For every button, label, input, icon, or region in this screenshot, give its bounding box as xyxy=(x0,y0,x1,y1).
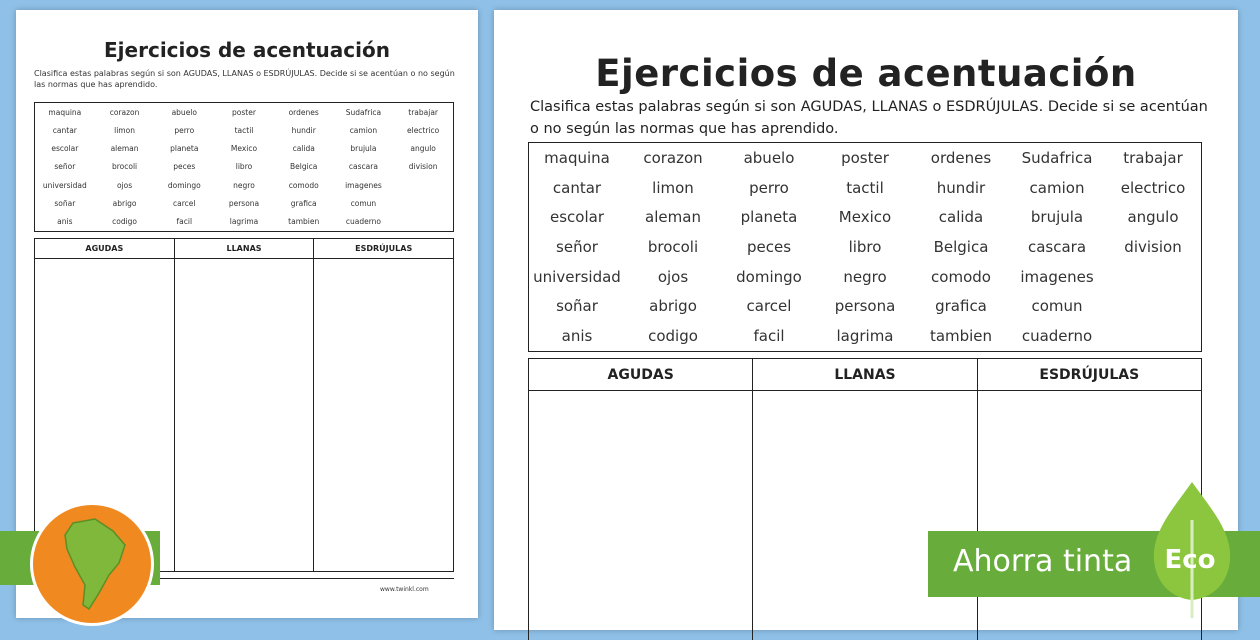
word-item: carcel xyxy=(173,199,196,209)
word-item: negro xyxy=(233,180,255,190)
word-item: cantar xyxy=(552,178,602,197)
word-item: abrigo xyxy=(649,297,697,316)
word-item: hundir xyxy=(291,125,316,135)
word-item: negro xyxy=(843,267,887,286)
word-item: ojos xyxy=(657,267,689,286)
word-item: abuelo xyxy=(743,148,795,167)
word-item: tactil xyxy=(846,178,884,197)
thumb-word-box xyxy=(34,102,454,232)
word-item: anis xyxy=(57,217,73,227)
col-llanas xyxy=(753,359,977,640)
word-item xyxy=(1105,297,1201,315)
word-item: soñar xyxy=(54,199,76,209)
word-item: camion xyxy=(349,125,378,135)
word-item: perro xyxy=(174,125,195,135)
word-item: ordenes xyxy=(288,107,319,117)
word-item xyxy=(393,181,453,190)
word-item: facil xyxy=(176,217,193,227)
word-item: ojos xyxy=(116,180,133,190)
word-item: hundir xyxy=(936,178,986,197)
word-item: aleman xyxy=(645,208,701,227)
word-item: codigo xyxy=(648,327,698,346)
thumb-word-grid xyxy=(35,103,453,231)
word-item: division xyxy=(1124,237,1182,256)
word-item: planeta xyxy=(170,144,199,154)
word-item: señor xyxy=(54,162,76,172)
word-item: limon xyxy=(652,178,694,197)
word-item: tambien xyxy=(288,217,320,227)
word-item: camion xyxy=(1029,178,1085,197)
thumb-col-header: ESDRÚJULAS xyxy=(314,239,453,259)
thumb-col-cell xyxy=(314,259,453,571)
word-item: angulo xyxy=(410,144,436,154)
word-item: ordenes xyxy=(930,148,992,167)
col-header-llanas: LLANAS xyxy=(753,359,976,391)
col-header-agudas: AGUDAS xyxy=(529,359,752,391)
word-item: peces xyxy=(173,162,196,172)
thumb-footer-url: www.twinkl.com xyxy=(380,586,429,593)
word-item: persona xyxy=(228,199,260,209)
word-item: peces xyxy=(746,237,792,256)
word-item: abuelo xyxy=(171,107,197,117)
ahorra-tinta-label: Ahorra tinta xyxy=(953,544,1133,579)
word-item: angulo xyxy=(1127,208,1179,227)
word-item: persona xyxy=(834,297,896,316)
word-item xyxy=(1105,268,1201,286)
thumb-col-esdrujulas xyxy=(314,239,453,571)
thumb-col-header: AGUDAS xyxy=(35,239,174,259)
word-item: corazon xyxy=(643,148,703,167)
word-item: comodo xyxy=(288,180,319,190)
word-item: electrico xyxy=(1120,178,1186,197)
south-america-icon xyxy=(30,502,154,626)
word-item: brujula xyxy=(350,144,377,154)
word-item: Mexico xyxy=(838,208,892,227)
word-item: tactil xyxy=(234,125,254,135)
col-header-esdrujulas: ESDRÚJULAS xyxy=(978,359,1201,391)
word-item: brocoli xyxy=(111,162,138,172)
thumb-col-cell xyxy=(175,259,314,571)
word-item: Belgica xyxy=(933,237,989,256)
word-item: lagrima xyxy=(229,217,259,227)
thumb-title: Ejercicios de acentuación xyxy=(104,38,390,62)
word-item: señor xyxy=(556,237,598,256)
word-item: maquina xyxy=(48,107,82,117)
word-item: calida xyxy=(292,144,315,154)
thumb-col-header: LLANAS xyxy=(175,239,314,259)
word-item: aleman xyxy=(110,144,139,154)
word-item: planeta xyxy=(740,208,798,227)
word-item: comun xyxy=(1031,297,1083,316)
word-item: trabajar xyxy=(408,107,439,117)
word-item: cuaderno xyxy=(1021,327,1093,346)
col-cell-llanas xyxy=(753,391,976,640)
word-item: grafica xyxy=(935,297,987,316)
word-item: grafica xyxy=(290,199,317,209)
word-item: Sudafrica xyxy=(1021,148,1093,167)
word-box xyxy=(528,142,1202,352)
word-item: lagrima xyxy=(836,327,894,346)
word-item: domingo xyxy=(167,180,201,190)
word-item: electrico xyxy=(407,125,440,135)
page-title: Ejercicios de acentuación xyxy=(595,52,1137,95)
word-item: facil xyxy=(753,327,785,346)
col-cell-agudas xyxy=(529,391,752,640)
word-item: Sudafrica xyxy=(345,107,382,117)
word-item: carcel xyxy=(746,297,792,316)
word-item: perro xyxy=(749,178,789,197)
word-item: codigo xyxy=(112,217,138,227)
word-item: soñar xyxy=(556,297,598,316)
word-item: domingo xyxy=(736,267,802,286)
thumb-instructions: Clasifica estas palabras según si son AGUDAS, LLANAS o ESDRÚJULAS. Decide si se acentúan o no según las normas que has aprendido. xyxy=(34,69,455,89)
word-item: universidad xyxy=(533,267,621,286)
word-item: Mexico xyxy=(230,144,258,154)
word-item: abrigo xyxy=(112,199,137,209)
word-item: Belgica xyxy=(289,162,318,172)
word-item: comun xyxy=(350,199,377,209)
thumb-col-llanas xyxy=(175,239,315,571)
word-item: maquina xyxy=(544,148,610,167)
word-item xyxy=(393,217,453,226)
word-item: cuaderno xyxy=(345,217,381,227)
word-item: trabajar xyxy=(1123,148,1183,167)
word-item: cascara xyxy=(1027,237,1087,256)
word-item: division xyxy=(408,162,438,172)
word-item xyxy=(1105,327,1201,345)
instructions: Clasifica estas palabras según si son AGUDAS, LLANAS o ESDRÚJULAS. Decide si se acentúan o no según las normas que has aprendido. xyxy=(530,99,1208,137)
word-item: imagenes xyxy=(1020,267,1094,286)
word-item: poster xyxy=(232,107,256,117)
eco-label: Eco xyxy=(1164,545,1216,575)
col-agudas xyxy=(529,359,753,640)
classification-table xyxy=(528,358,1202,640)
word-item: imagenes xyxy=(345,180,382,190)
word-item: calida xyxy=(938,208,984,227)
word-item: libro xyxy=(235,162,253,172)
word-grid xyxy=(529,143,1201,351)
word-item: universidad xyxy=(42,180,87,190)
word-item: brujula xyxy=(1030,208,1084,227)
word-item: escolar xyxy=(550,208,604,227)
word-item: cascara xyxy=(348,162,378,172)
word-item: corazon xyxy=(109,107,140,117)
word-item: comodo xyxy=(931,267,991,286)
word-item: libro xyxy=(848,237,882,256)
word-item: tambien xyxy=(929,327,993,346)
word-item: cantar xyxy=(52,125,77,135)
word-item: limon xyxy=(114,125,135,135)
word-item: poster xyxy=(841,148,889,167)
word-item: anis xyxy=(561,327,593,346)
word-item: escolar xyxy=(51,144,79,154)
word-item: brocoli xyxy=(647,237,699,256)
word-item xyxy=(393,199,453,208)
